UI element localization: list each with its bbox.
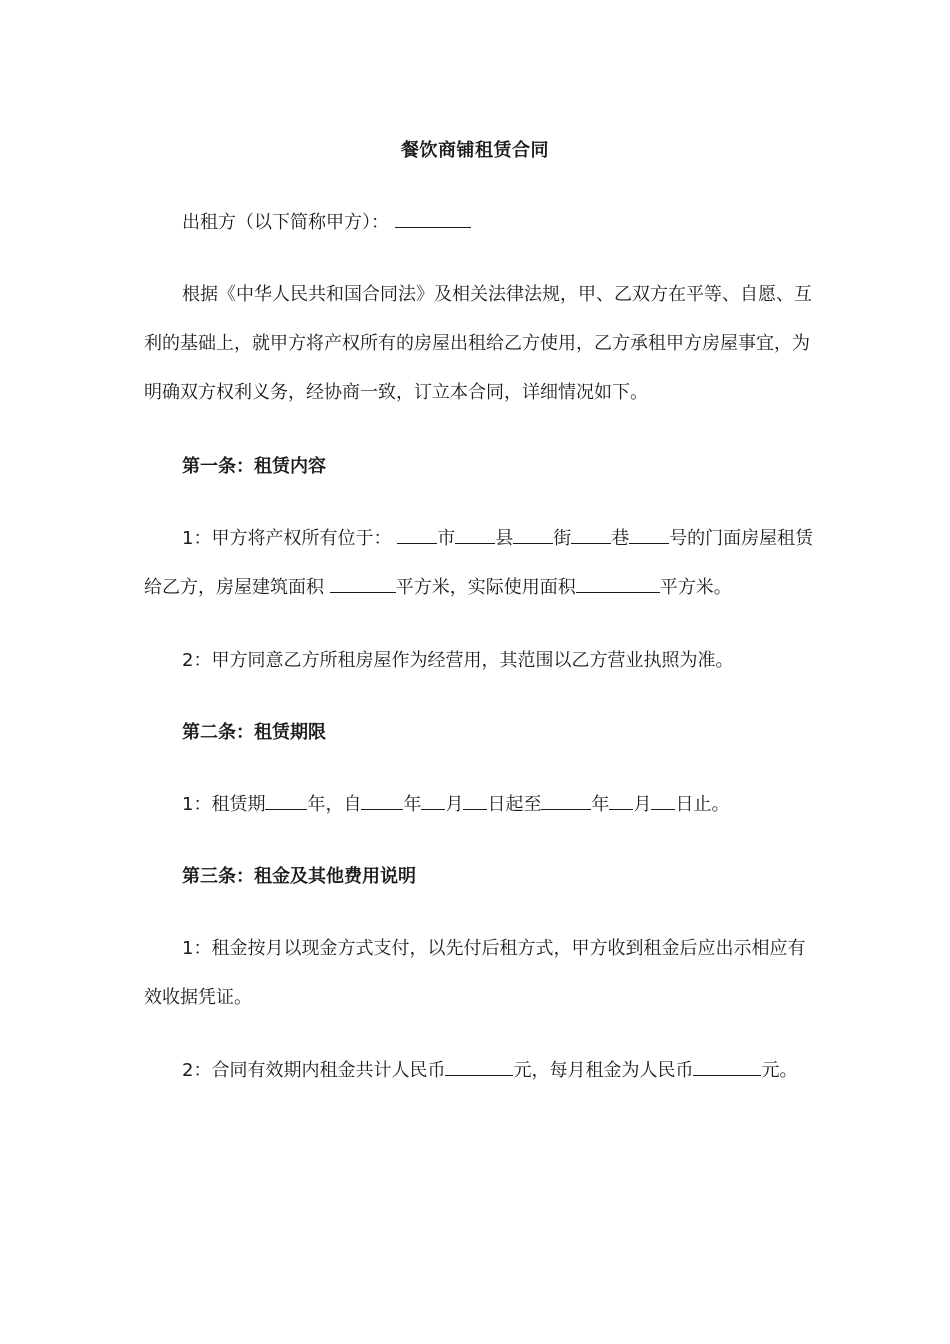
clause-text: 平方米，实际使用面积 <box>395 577 576 598</box>
clause-text: 平方米。 <box>659 577 732 598</box>
blank-monthly-rent <box>693 1056 761 1076</box>
clause-text: 月 <box>445 794 464 815</box>
blank-total-rent <box>445 1056 513 1076</box>
clause-text: 1：租赁期 <box>182 794 266 815</box>
blank-building-area <box>330 573 396 593</box>
blank-end-year <box>541 790 591 810</box>
article2-clause1 <box>144 780 814 829</box>
document-title: 餐饮商铺租赁合同 <box>401 140 549 161</box>
clause-text: 年 <box>591 794 610 815</box>
lessor-line <box>144 198 814 247</box>
article2-heading: 第二条：租赁期限 <box>182 722 326 743</box>
blank-number <box>629 524 669 544</box>
lessor-label: 出租方（以下简称甲方）： <box>182 212 389 233</box>
clause-text: 号的门面房屋租赁给乙方，房屋建筑面积 <box>144 528 814 598</box>
article3-heading: 第三条：租金及其他费用说明 <box>182 866 416 887</box>
blank-lane <box>571 524 611 544</box>
blank-end-month <box>609 790 633 810</box>
clause-text: 2：合同有效期内租金共计人民币 <box>182 1060 446 1081</box>
blank-usable-area <box>576 573 660 593</box>
blank-city <box>397 524 437 544</box>
article1-clause1 <box>144 514 814 612</box>
clause-text: 元。 <box>761 1060 798 1081</box>
clause-text: 元，每月租金为人民币 <box>513 1060 694 1081</box>
clause-text: 街 <box>553 528 572 549</box>
blank-end-day <box>651 790 675 810</box>
clause-text: 1：甲方将产权所有位于： <box>182 528 392 549</box>
blank-term-years <box>265 790 307 810</box>
clause-text: 巷 <box>611 528 630 549</box>
clause-text: 日起至 <box>487 794 542 815</box>
article1-clause2: 2：甲方同意乙方所租房屋作为经营用，其范围以乙方营业执照为准。 <box>182 650 734 671</box>
article1-heading: 第一条：租赁内容 <box>182 456 326 477</box>
intro-paragraph: 根据《中华人民共和国合同法》及相关法律法规，甲、乙双方在平等、自愿、互利的基础上，就甲方将产权所有的房屋出租给乙方使用，乙方承租甲方房屋事宜，为明确双方权利义务，经协商一致，订立本合同，详细情况如下。 <box>144 284 812 403</box>
clause-text: 市 <box>437 528 456 549</box>
blank-street <box>513 524 553 544</box>
clause-text: 年，自 <box>307 794 362 815</box>
blank-start-day <box>463 790 487 810</box>
article3-clause2 <box>144 1046 814 1095</box>
clause-text: 年 <box>403 794 422 815</box>
blank-county <box>455 524 495 544</box>
clause-text: 日止。 <box>675 794 730 815</box>
blank-start-month <box>421 790 445 810</box>
lessor-blank <box>395 208 471 228</box>
clause-text: 月 <box>633 794 652 815</box>
clause-text: 县 <box>495 528 514 549</box>
blank-start-year <box>361 790 403 810</box>
article3-clause1: 1：租金按月以现金方式支付，以先付后租方式，甲方收到租金后应出示相应有效收据凭证。 <box>144 938 806 1008</box>
